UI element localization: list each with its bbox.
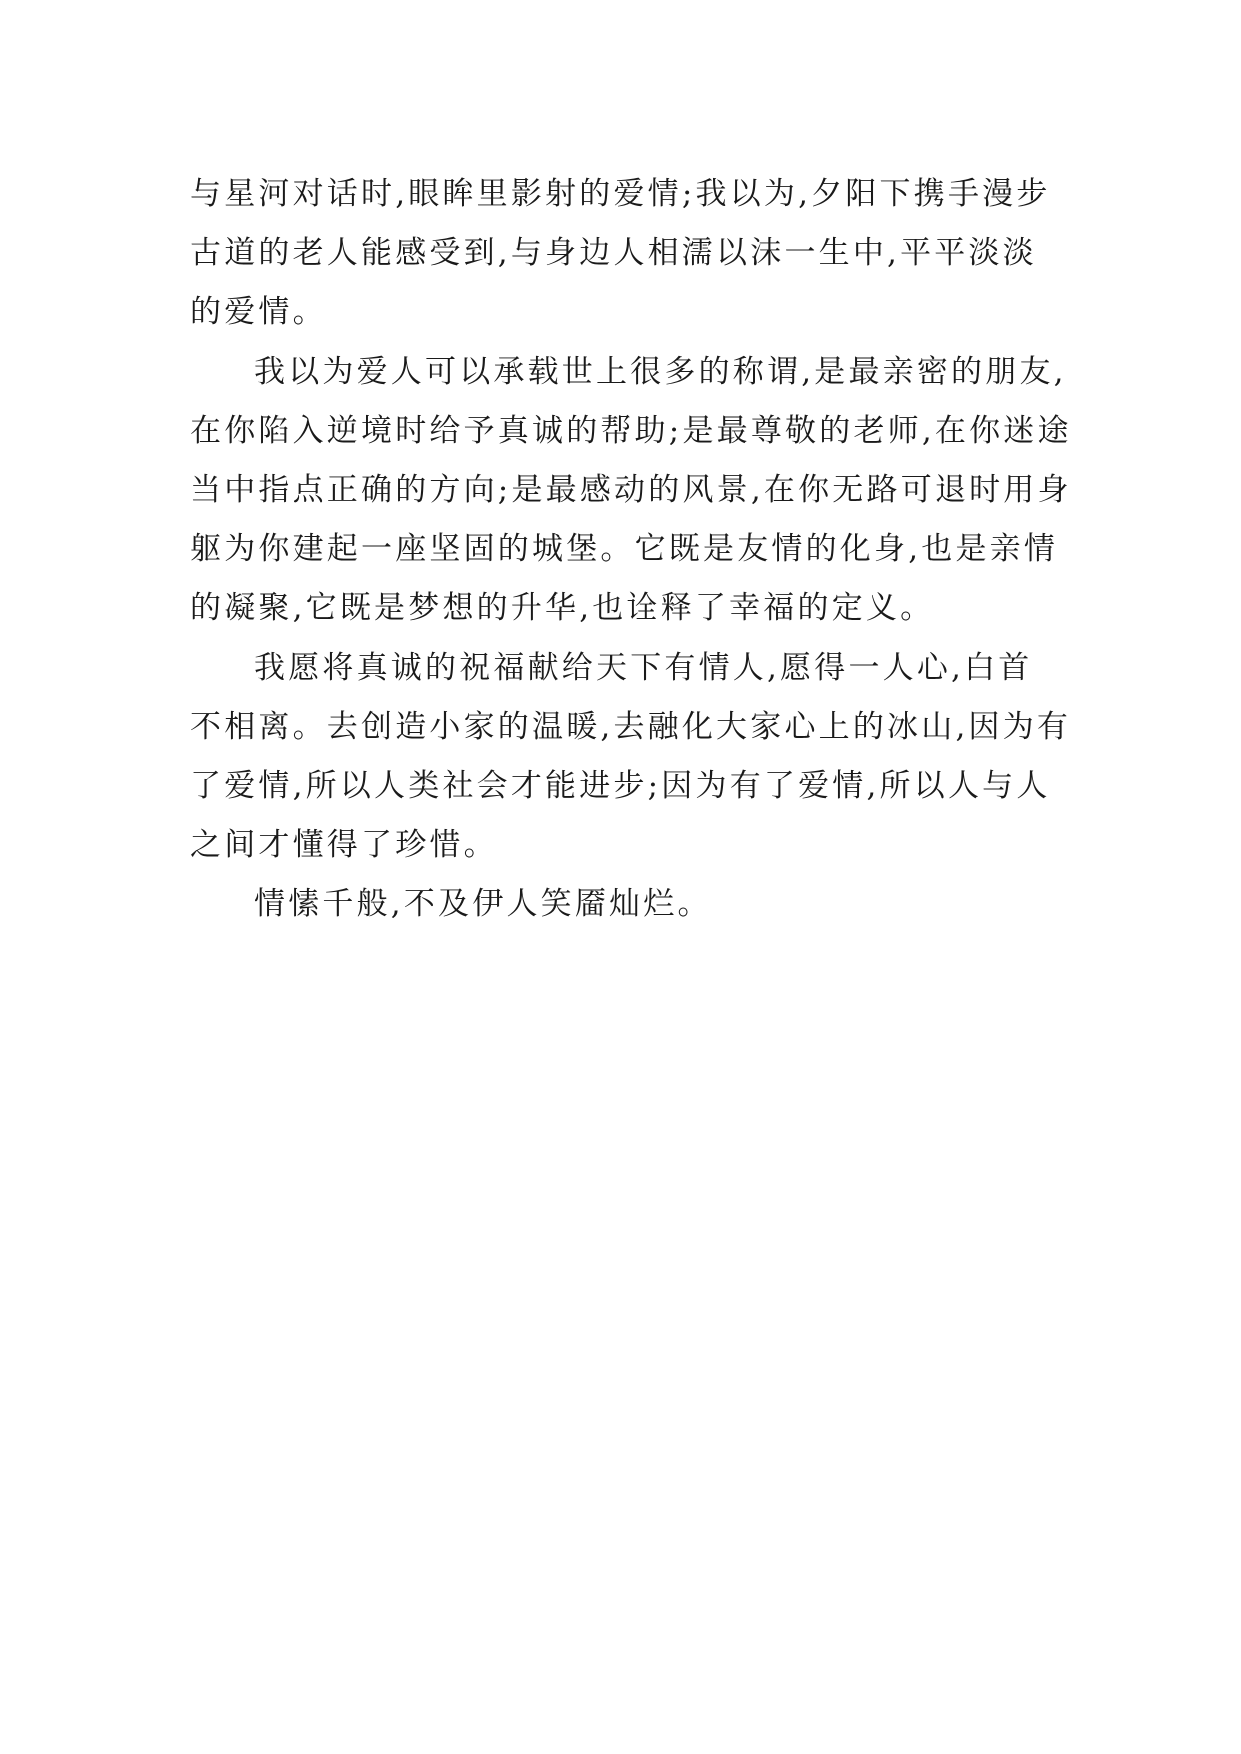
paragraph-2 (190, 343, 1072, 639)
text-line: 我愿将真诚的祝福献给天下有情人,愿得一人心,白首 (254, 649, 1033, 686)
text-line: 我以为爱人可以承载世上很多的称谓,是最亲密的朋友, (254, 353, 1067, 390)
text-line: 了爱情,所以人类社会才能进步;因为有了爱情,所以人与人 (190, 767, 1051, 804)
paragraph-4 (190, 875, 1050, 934)
text-line: 与星河对话时,眼眸里影射的爱情;我以为,夕阳下携手漫步 (190, 176, 1051, 212)
text-line: 躯为你建起一座坚固的城堡。它既是友情的化身,也是亲情 (190, 531, 1059, 568)
document-body (190, 165, 1072, 934)
text-line: 当中指点正确的方向;是最感动的风景,在你无路可退时用身 (190, 471, 1072, 508)
paragraph-1 (190, 165, 1050, 343)
text-line: 的凝聚,它既是梦想的升华,也诠释了幸福的定义。 (190, 590, 935, 627)
text-line: 古道的老人能感受到,与身边人相濡以沫一生中,平平淡淡 (190, 235, 1037, 272)
paragraph-3 (190, 639, 1072, 876)
text-line: 不相离。去创造小家的温暖,去融化大家心上的冰山,因为有 (190, 708, 1072, 745)
text-line: 在你陷入逆境时给予真诚的帮助;是最尊敬的老师,在你迷途 (190, 412, 1072, 449)
text-line: 情愫千般,不及伊人笑靥灿烂。 (254, 886, 712, 923)
text-line: 之间才懂得了珍惜。 (190, 827, 498, 864)
text-line: 的爱情。 (190, 294, 327, 331)
